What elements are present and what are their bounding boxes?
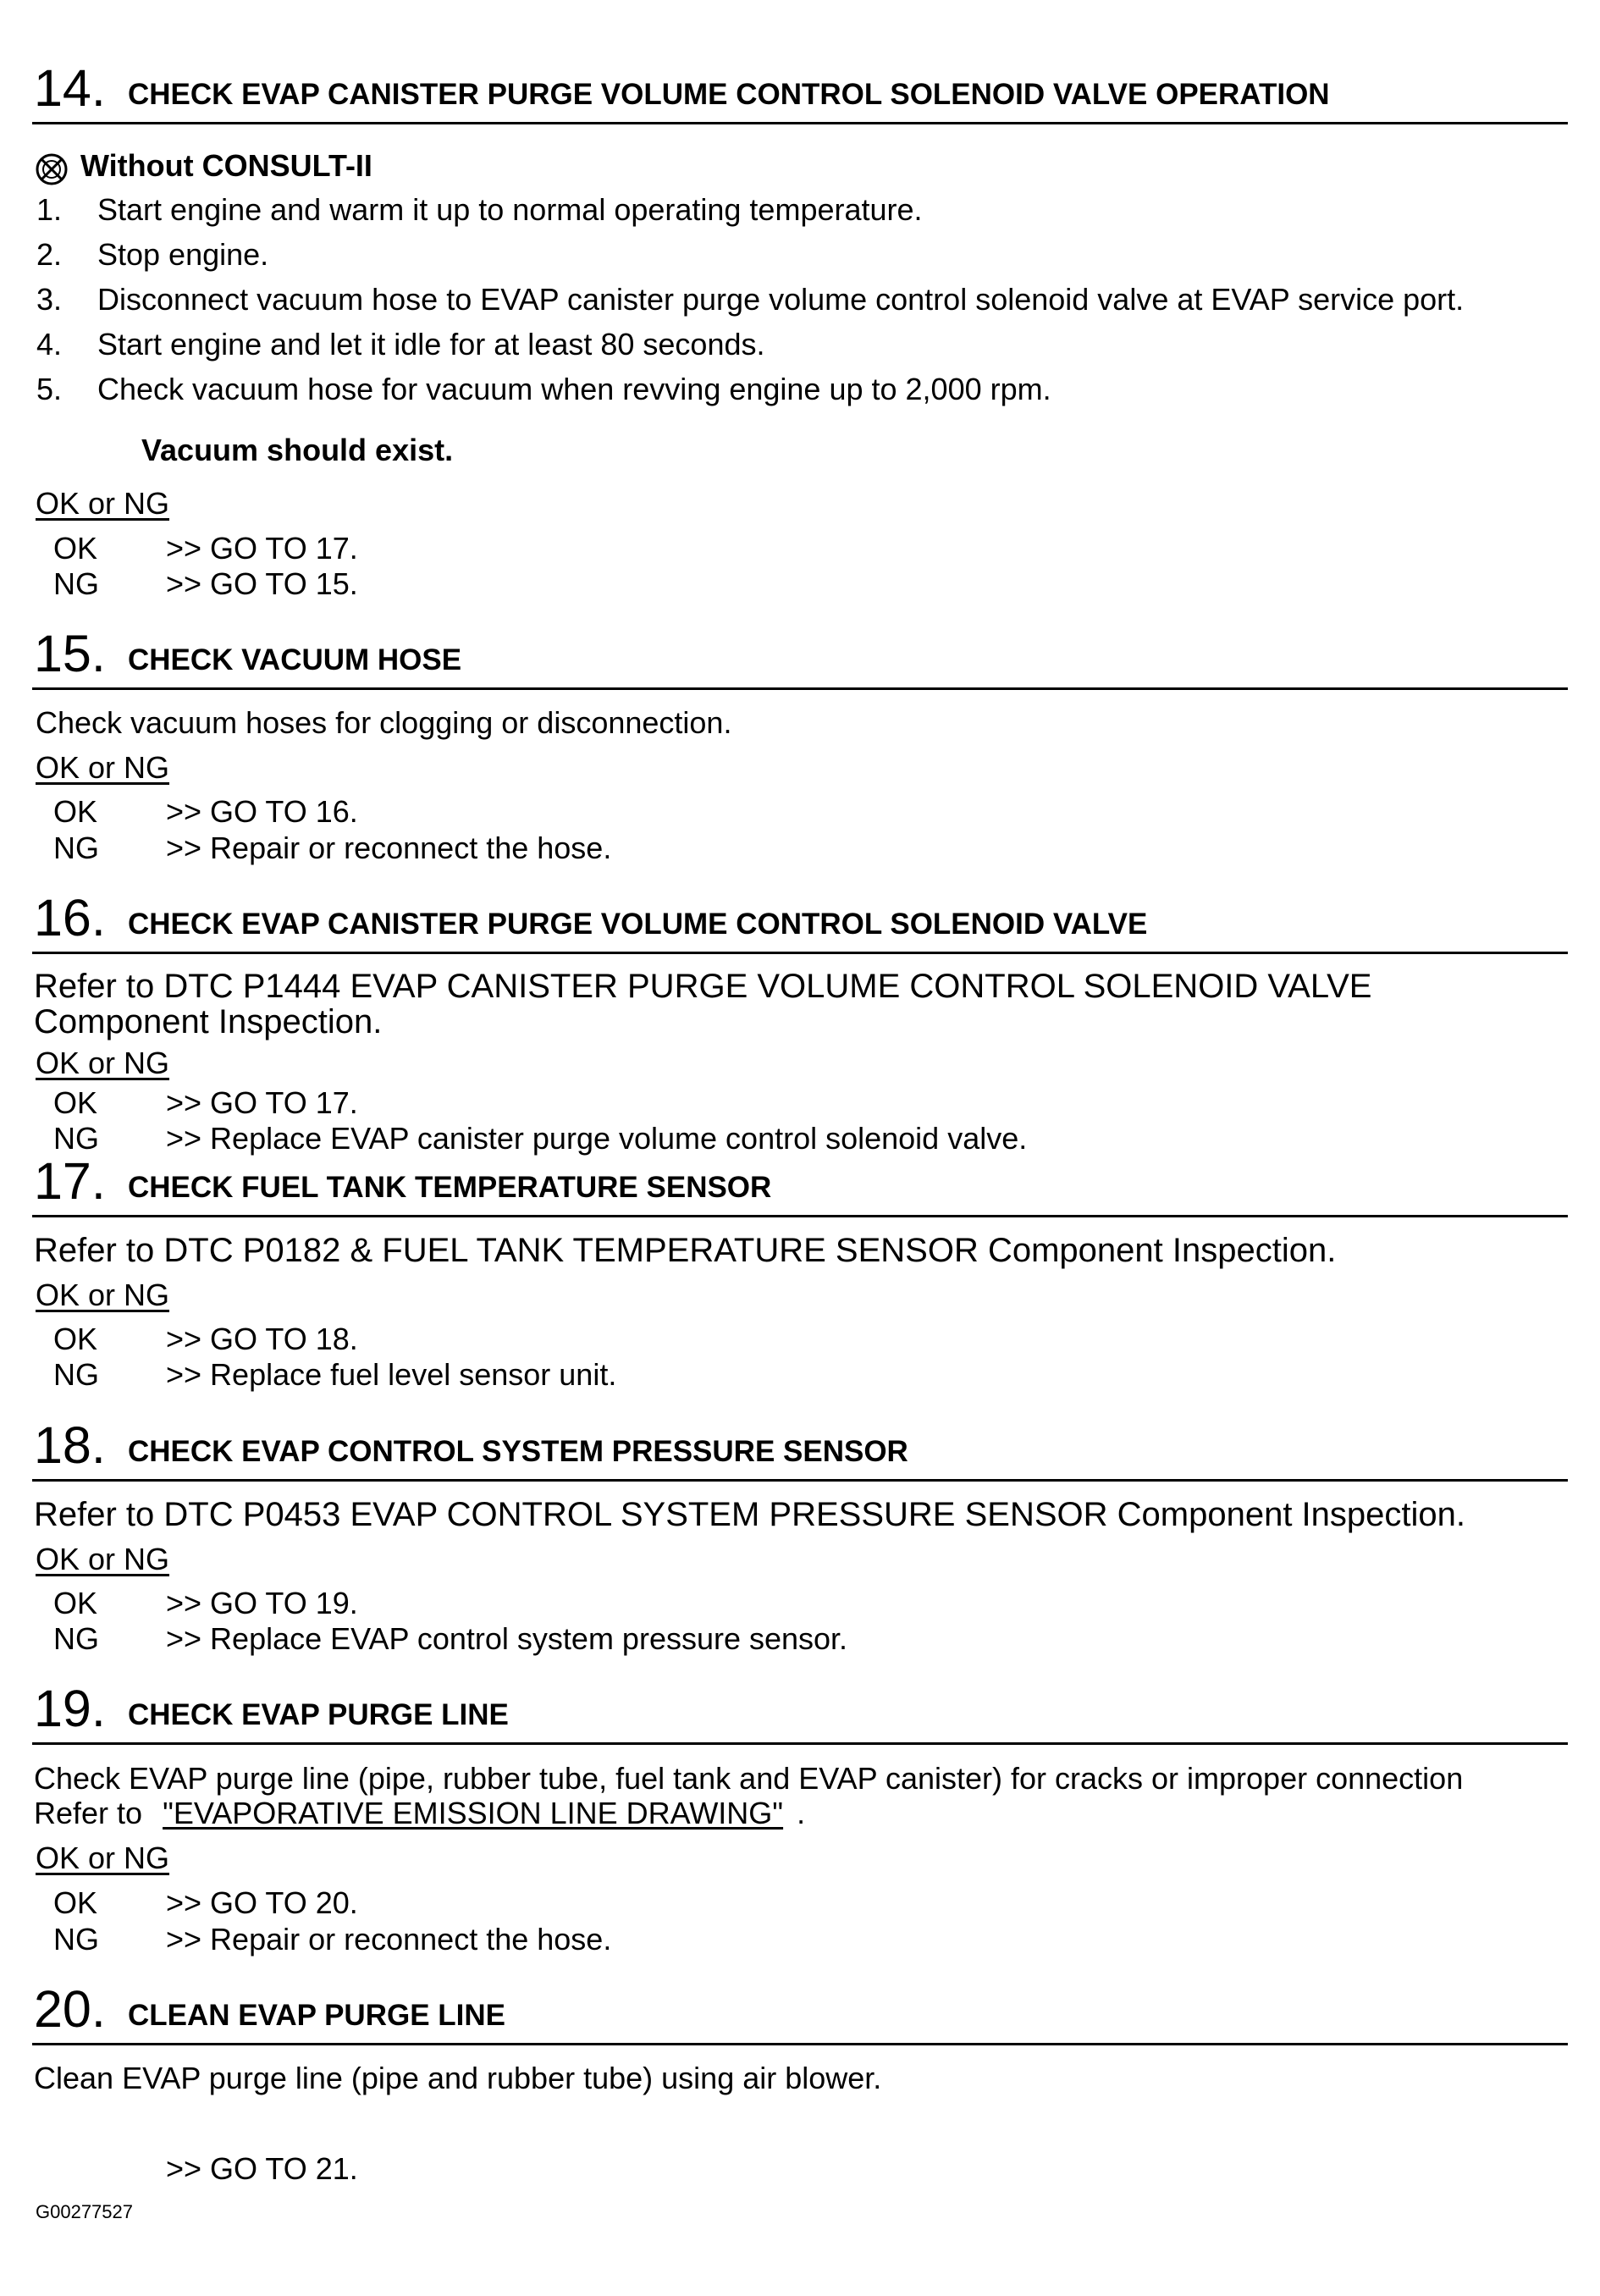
evaporative-emission-line-drawing-link[interactable]: "EVAPORATIVE EMISSION LINE DRAWING" xyxy=(163,1796,784,1830)
section-18-header xyxy=(32,1414,1568,1482)
step-text: Disconnect vacuum hose to EVAP canister purge volume control solenoid valve at EVAP service port. xyxy=(97,282,1465,317)
result-text: >> GO TO 16. xyxy=(166,794,358,829)
section-14-header xyxy=(32,57,1568,124)
result-code: NG xyxy=(53,1357,99,1392)
result-code: OK xyxy=(53,1322,98,1356)
result-code: OK xyxy=(53,531,98,566)
section-17-header xyxy=(32,1150,1568,1217)
refer-line xyxy=(34,1795,805,1832)
result-text: >> GO TO 15. xyxy=(166,566,358,601)
section-number: 15. xyxy=(34,625,106,682)
section-body: Check EVAP purge line (pipe, rubber tube, fuel tank and EVAP canister) for cracks or improper connection xyxy=(34,1761,1464,1796)
section-title: CHECK FUEL TANK TEMPERATURE SENSOR xyxy=(128,1171,772,1204)
result-text: >> Replace EVAP control system pressure sensor. xyxy=(166,1621,848,1656)
result-text: >> GO TO 17. xyxy=(166,1085,358,1120)
section-20-header xyxy=(32,1978,1568,2045)
section-body: Clean EVAP purge line (pipe and rubber tube) using air blower. xyxy=(34,2061,882,2095)
result-text: >> GO TO 17. xyxy=(166,531,358,566)
section-body: Refer to DTC P0182 & FUEL TANK TEMPERATURE SENSOR Component Inspection. xyxy=(34,1232,1337,1269)
result-text: >> Repair or reconnect the hose. xyxy=(166,1922,612,1957)
result-text: >> Replace EVAP canister purge volume control solenoid valve. xyxy=(166,1121,1028,1156)
result-code: OK xyxy=(53,794,98,829)
section-number: 16. xyxy=(34,889,106,947)
section-divider xyxy=(32,1215,1568,1217)
result-text: >> GO TO 19. xyxy=(166,1586,358,1620)
result-text: >> GO TO 20. xyxy=(166,1885,358,1920)
section-16-header xyxy=(32,886,1568,954)
section-number: 20. xyxy=(34,1980,106,2038)
refer-suffix: . xyxy=(797,1796,806,1830)
step-number: 4. xyxy=(36,327,63,362)
result-code: OK xyxy=(53,1586,98,1620)
result-text: >> Repair or reconnect the hose. xyxy=(166,831,612,865)
section-divider xyxy=(32,2043,1568,2045)
section-body: Check vacuum hoses for clogging or disconnection. xyxy=(36,705,732,740)
result-code: NG xyxy=(53,831,99,865)
section-title: CHECK EVAP PURGE LINE xyxy=(128,1698,509,1731)
result-code: NG xyxy=(53,1922,99,1957)
step-number: 5. xyxy=(36,372,63,406)
step-number: 2. xyxy=(36,237,63,272)
step-number: 3. xyxy=(36,282,63,317)
result-code: OK xyxy=(53,1085,98,1120)
spec-text: Vacuum should exist. xyxy=(141,433,454,467)
result-text: >> Replace fuel level sensor unit. xyxy=(166,1357,617,1392)
ok-or-ng-label: OK or NG xyxy=(36,1046,170,1080)
step-text: Stop engine. xyxy=(97,237,269,272)
section-body: Refer to DTC P1444 EVAP CANISTER PURGE VOLUME CONTROL SOLENOID VALVE xyxy=(34,968,1372,1005)
section-title: CHECK EVAP CONTROL SYSTEM PRESSURE SENSOR xyxy=(128,1435,908,1468)
step-text: Check vacuum hose for vacuum when revving engine up to 2,000 rpm. xyxy=(97,372,1051,406)
section-divider xyxy=(32,952,1568,954)
result-code: NG xyxy=(53,1621,99,1656)
section-title: CHECK EVAP CANISTER PURGE VOLUME CONTROL SOLENOID VALVE OPERATION xyxy=(128,78,1330,111)
crossed-circle-icon xyxy=(34,152,69,187)
step-number: 1. xyxy=(36,192,63,227)
document-code: G00277527 xyxy=(36,2201,133,2222)
section-divider xyxy=(32,1479,1568,1482)
ok-or-ng-label: OK or NG xyxy=(36,750,170,785)
section-divider xyxy=(32,1742,1568,1745)
mode-label: Without CONSULT-II xyxy=(80,148,372,183)
section-divider xyxy=(32,122,1568,124)
section-19-header xyxy=(32,1677,1568,1745)
section-number: 19. xyxy=(34,1680,106,1737)
section-divider xyxy=(32,687,1568,690)
result-text: >> GO TO 21. xyxy=(166,2151,358,2186)
section-number: 14. xyxy=(34,59,106,117)
section-15-header xyxy=(32,622,1568,690)
result-text: >> GO TO 18. xyxy=(166,1322,358,1356)
result-code: OK xyxy=(53,1885,98,1920)
step-text: Start engine and let it idle for at least 80 seconds. xyxy=(97,327,765,362)
step-text: Start engine and warm it up to normal operating temperature. xyxy=(97,192,923,227)
refer-prefix: Refer to xyxy=(34,1796,143,1830)
section-title: CHECK EVAP CANISTER PURGE VOLUME CONTROL SOLENOID VALVE xyxy=(128,908,1148,941)
section-number: 17. xyxy=(34,1152,106,1210)
section-title: CLEAN EVAP PURGE LINE xyxy=(128,1999,505,2032)
result-code: NG xyxy=(53,1121,99,1156)
section-body: Refer to DTC P0453 EVAP CONTROL SYSTEM PRESSURE SENSOR Component Inspection. xyxy=(34,1496,1465,1533)
ok-or-ng-label: OK or NG xyxy=(36,1841,170,1875)
result-code: NG xyxy=(53,566,99,601)
section-number: 18. xyxy=(34,1416,106,1474)
ok-or-ng-label: OK or NG xyxy=(36,1542,170,1576)
section-title: CHECK VACUUM HOSE xyxy=(128,643,462,676)
ok-or-ng-label: OK or NG xyxy=(36,486,170,521)
section-body: Component Inspection. xyxy=(34,1003,383,1040)
ok-or-ng-label: OK or NG xyxy=(36,1278,170,1312)
